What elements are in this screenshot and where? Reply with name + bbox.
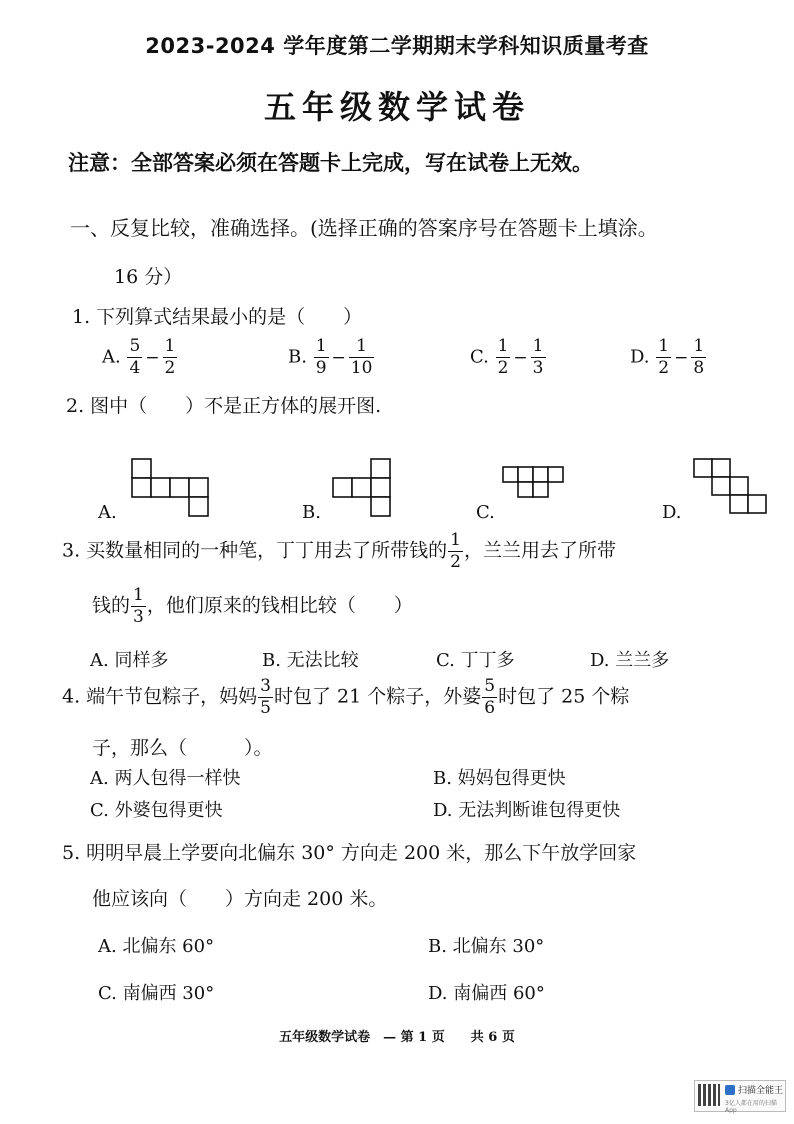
numerator: 3: [260, 676, 271, 696]
notice: 注意：全部答案必须在答题卡上完成，写在试卷上无效。: [68, 150, 593, 175]
q1-option-a: [102, 338, 178, 377]
fraction: [496, 338, 511, 377]
numerator: 1: [450, 530, 461, 550]
cube-net-c: [502, 466, 566, 514]
denominator: 2: [164, 358, 176, 378]
fraction: [163, 338, 178, 377]
q5-option-d: D. 南偏西 60°: [428, 983, 545, 1004]
paper-title: 五年级数学试卷: [263, 88, 530, 126]
denominator: 9: [315, 358, 327, 378]
numerator: 1: [693, 336, 705, 356]
q2-option-b: B.: [302, 502, 321, 523]
option-label: B.: [288, 346, 307, 368]
q4-option-d: D. 无法判断谁包得更快: [433, 800, 621, 821]
numerator: 1: [497, 336, 509, 356]
denominator: 10: [350, 358, 373, 378]
minus-sign: −: [674, 347, 689, 368]
denominator: 3: [133, 607, 144, 627]
exam-title: 2023-2024 学年度第二学期期末学科知识质量考查: [145, 34, 649, 58]
question-1-stem: 1. 下列算式结果最小的是（ ）: [72, 306, 363, 328]
scanner-name: 扫描全能王: [738, 1086, 784, 1096]
q4-option-c: C. 外婆包得更快: [90, 800, 223, 821]
question-4-stem-b: 时包了 21 个粽子，外婆: [274, 685, 482, 708]
fraction: [691, 338, 706, 377]
denominator: 2: [450, 552, 461, 572]
denominator: 4: [129, 358, 141, 378]
fraction: [448, 532, 463, 571]
numerator: 1: [315, 336, 327, 356]
numerator: 1: [532, 336, 544, 356]
q5-option-a: A. 北偏东 60°: [98, 936, 215, 957]
question-3-line2: [92, 587, 413, 626]
numerator: 1: [658, 336, 670, 356]
denominator: 2: [658, 358, 670, 378]
minus-sign: −: [145, 347, 160, 368]
cube-net-a-bottom: [131, 458, 213, 524]
fraction: [349, 338, 375, 377]
q5-option-c: C. 南偏西 30°: [98, 983, 215, 1004]
question-2-stem: 2. 图中（ ）不是正方体的展开图.: [66, 395, 382, 417]
page-footer: 五年级数学试卷 — 第 1 页 共 6 页: [279, 1030, 515, 1045]
question-3-stem-b: ，兰兰用去了所带: [464, 539, 617, 562]
section-points: 16 分）: [114, 266, 183, 288]
fraction: [258, 678, 273, 717]
q4-option-b: B. 妈妈包得更快: [433, 768, 566, 789]
scanner-watermark: [694, 1080, 786, 1112]
question-3-line1: [62, 532, 616, 571]
fraction: [131, 587, 146, 626]
denominator: 8: [693, 358, 705, 378]
numerator: 1: [349, 338, 375, 358]
question-4-stem-a: 4. 端午节包粽子，妈妈: [62, 685, 258, 708]
fraction: [127, 338, 142, 377]
fraction: [531, 338, 546, 377]
q2-option-d: D.: [662, 502, 682, 523]
q1-option-d: [630, 338, 707, 377]
minus-sign: −: [513, 347, 528, 368]
q2-option-c: C.: [476, 502, 495, 523]
cube-net-b: [332, 458, 394, 524]
numerator: 5: [129, 336, 141, 356]
question-5-line1: 5. 明明早晨上学要向北偏东 30° 方向走 200 米，那么下午放学回家: [62, 842, 637, 864]
denominator: 6: [484, 698, 496, 718]
question-3-stem-c: 钱的: [92, 594, 131, 617]
q1-option-b: [288, 338, 375, 377]
question-4-stem-c: 时包了 25 个粽: [498, 685, 630, 708]
q3-option-a: A. 同样多: [90, 650, 169, 671]
q2-option-a: A.: [98, 502, 117, 523]
numerator: 1: [164, 336, 176, 356]
q3-option-c: C. 丁丁多: [436, 650, 515, 671]
minus-sign: −: [331, 347, 346, 368]
cube-net-d: [693, 458, 769, 524]
fraction: [656, 338, 671, 377]
fraction: [482, 678, 497, 717]
q1-option-c: [470, 338, 547, 377]
question-3-stem-a: 3. 买数量相同的一种笔，丁丁用去了所带钱的: [62, 539, 448, 562]
denominator: 3: [532, 358, 544, 378]
numerator: 5: [484, 676, 496, 696]
numerator: 1: [133, 585, 144, 605]
option-label: D.: [630, 346, 650, 368]
q3-option-b: B. 无法比较: [262, 650, 359, 671]
question-5-line2: 他应该向（ ）方向走 200 米。: [92, 888, 388, 910]
q4-option-a: A. 两人包得一样快: [90, 768, 241, 789]
fraction: [314, 338, 329, 377]
section-heading: 一、反复比较，准确选择。(选择正确的答案序号在答题卡上填涂。: [70, 216, 658, 240]
question-4-line1: [62, 678, 629, 717]
qr-code-icon: [698, 1084, 720, 1106]
scanner-sub: 3亿人都在用的扫描App: [725, 1100, 777, 1114]
option-label: C.: [470, 346, 489, 368]
denominator: 5: [260, 698, 271, 718]
q3-option-d: D. 兰兰多: [590, 650, 670, 671]
camscanner-logo-icon: [725, 1085, 735, 1095]
denominator: 2: [497, 358, 509, 378]
question-3-stem-d: ，他们原来的钱相比较（ ）: [146, 594, 413, 617]
question-4-line2: 子，那么（ ）。: [92, 737, 273, 759]
option-label: A.: [102, 346, 121, 368]
q5-option-b: B. 北偏东 30°: [428, 936, 545, 957]
